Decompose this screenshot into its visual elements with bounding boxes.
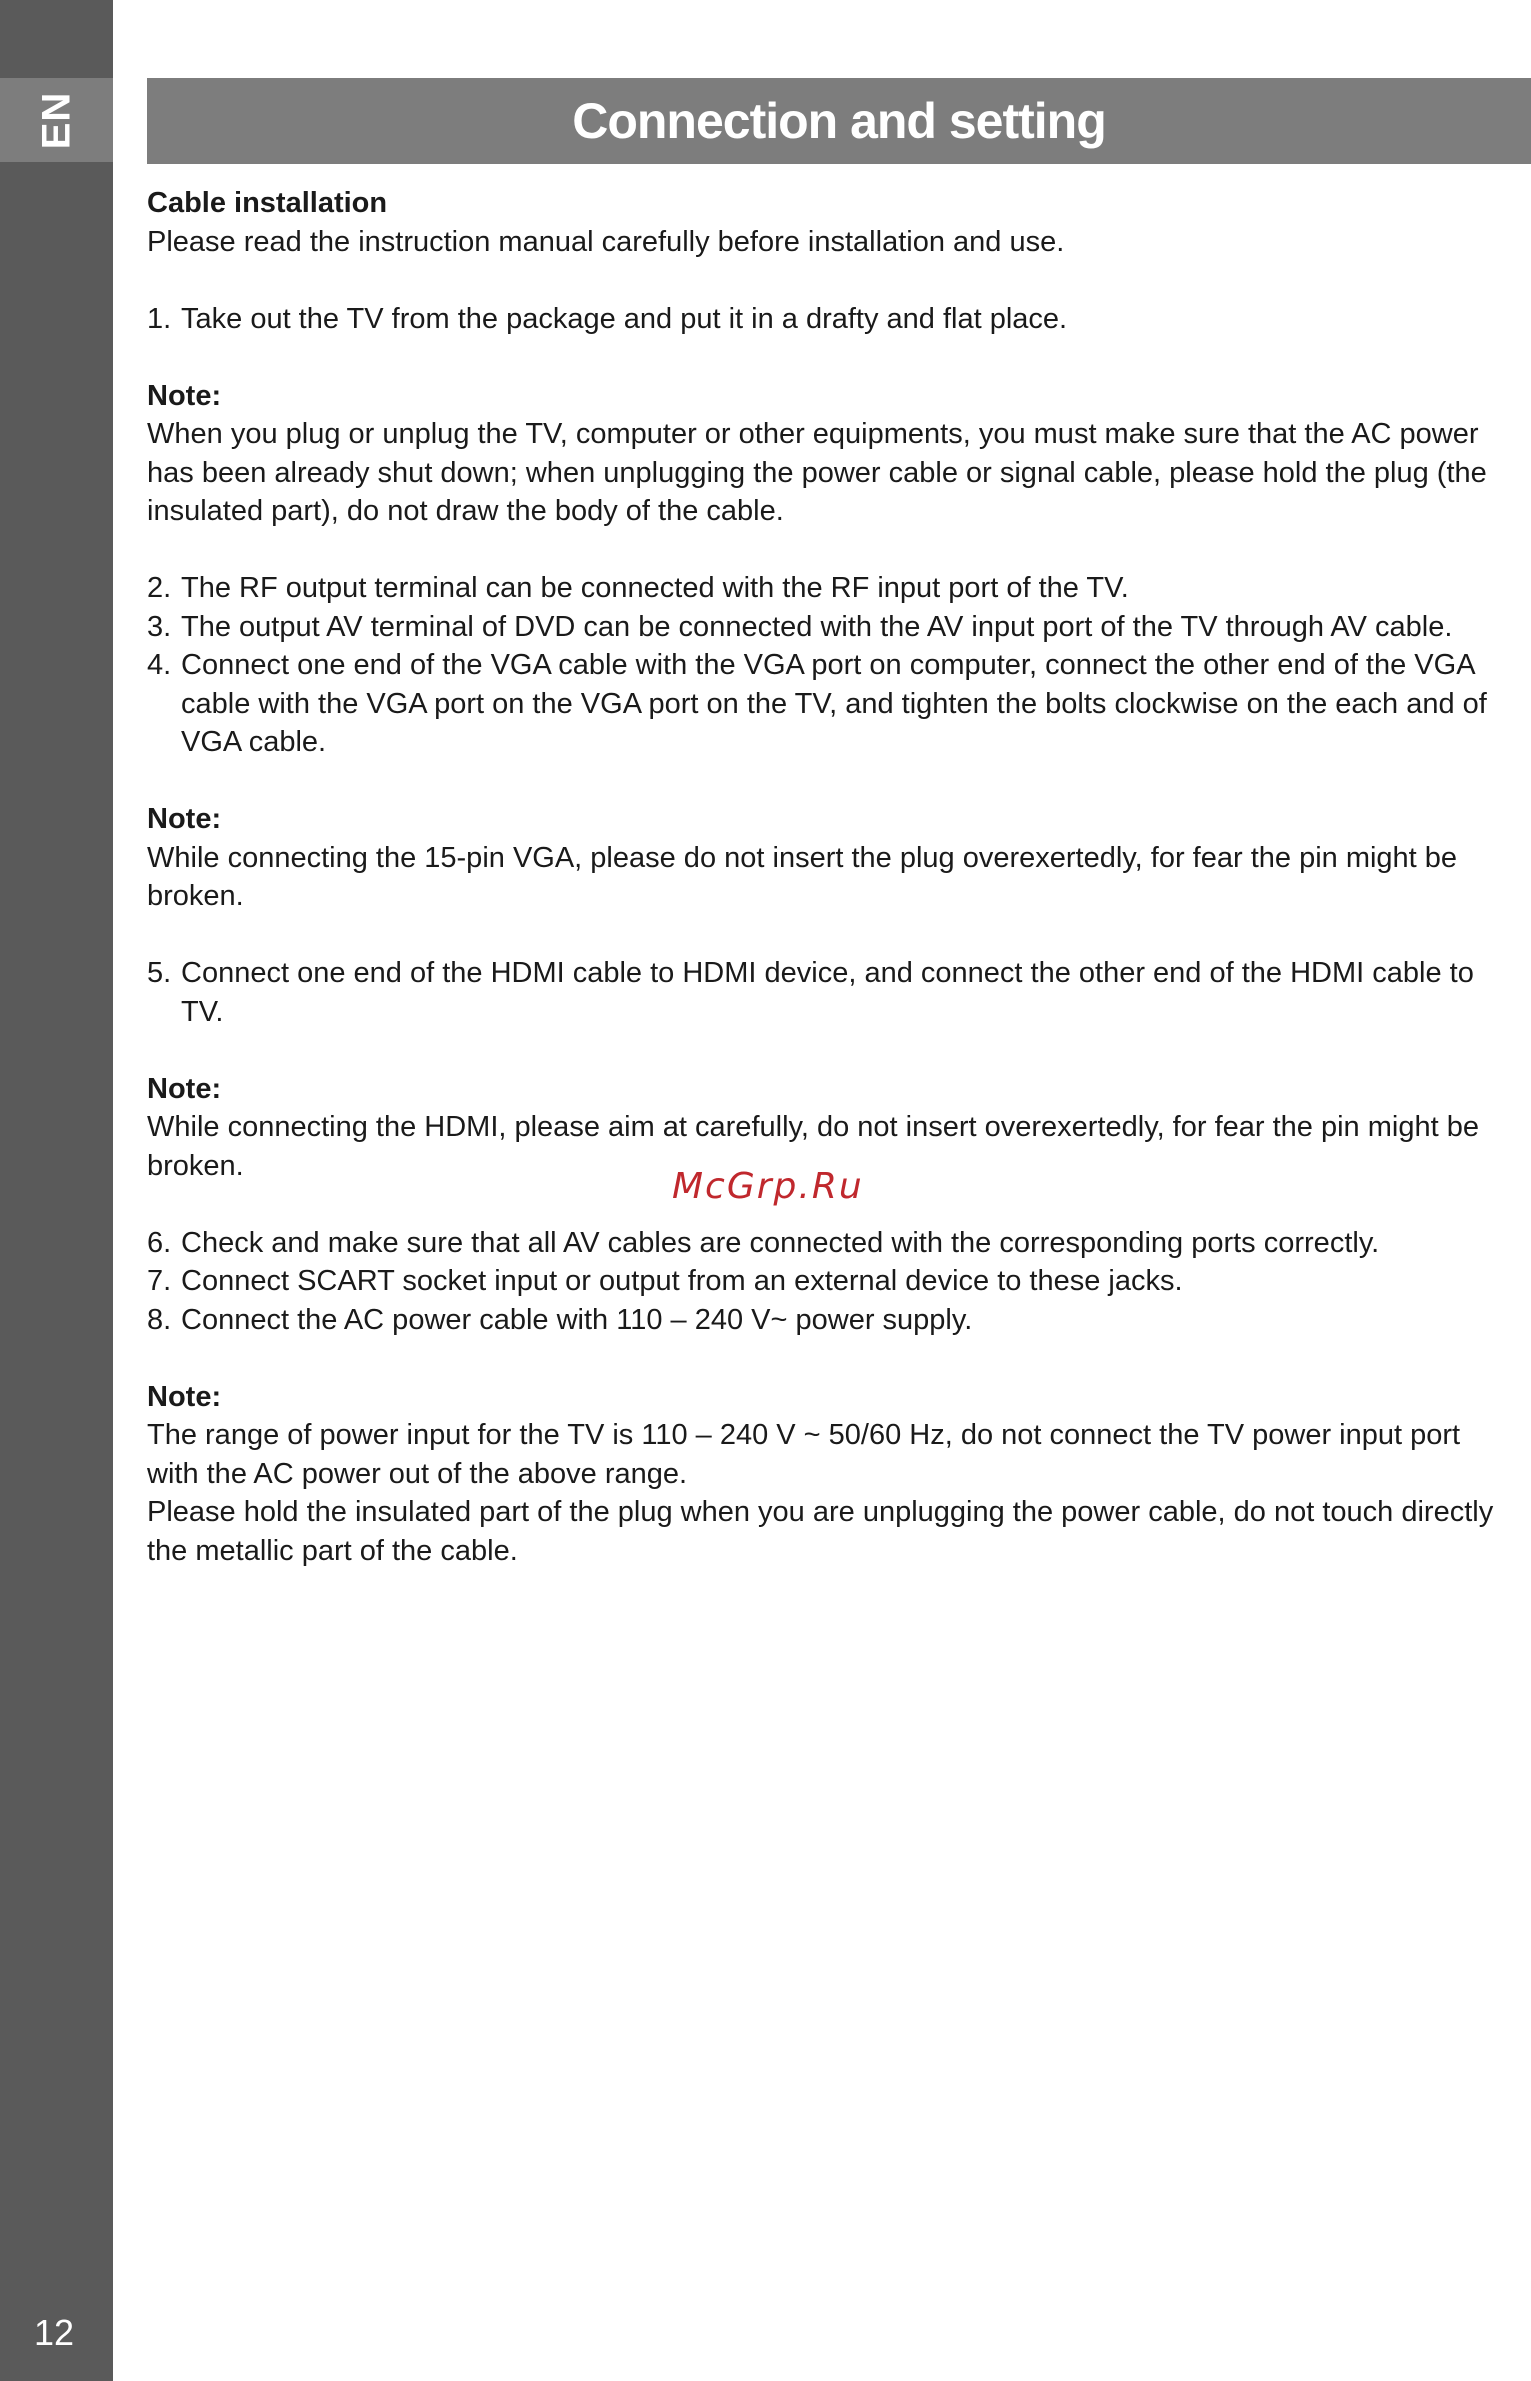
list-item-text: The RF output terminal can be connected with the RF input port of the TV. xyxy=(181,572,1129,604)
spacer xyxy=(147,338,1519,377)
list-item-text: The output AV terminal of DVD can be connected with the AV input port of the TV through AV cable. xyxy=(181,610,1453,643)
note-label: Note: xyxy=(147,803,222,835)
note-label: Note: xyxy=(147,1380,222,1413)
list-item xyxy=(147,569,1519,608)
spacer xyxy=(147,261,1519,300)
note-text-continued: Please hold the insulated part of the plug when you are unplugging the power cable, do not touch directly the metallic part of the cable. xyxy=(147,1496,1494,1567)
spacer xyxy=(147,916,1519,955)
list-item xyxy=(147,1301,1519,1340)
list-item-number: 1. xyxy=(147,302,172,335)
list-item-number: 8. xyxy=(147,1303,172,1336)
list-item xyxy=(147,954,1519,1031)
note-text: The range of power input for the TV is 110 – 240 V ~ 50/60 Hz, do not connect the TV power input port with the AC power out of the above range. xyxy=(147,1419,1461,1490)
list-item-number: 4. xyxy=(147,649,172,681)
spacer xyxy=(147,531,1519,570)
list-item-text: Take out the TV from the package and put it in a drafty and flat place. xyxy=(181,302,1068,335)
list-item-number: 2. xyxy=(147,572,172,604)
sidebar xyxy=(0,0,113,2381)
section-heading: Cable installation xyxy=(147,187,388,219)
list-item-number: 5. xyxy=(147,957,172,989)
list-item xyxy=(147,1224,1519,1263)
language-tab xyxy=(0,78,113,162)
list-item-text: Check and make sure that all AV cables are connected with the corresponding ports correctly. xyxy=(181,1226,1380,1259)
page-number: 12 xyxy=(34,2312,75,2353)
list-item xyxy=(147,608,1519,647)
language-label: EN xyxy=(33,91,78,149)
page-title: Connection and setting xyxy=(572,93,1106,149)
spacer xyxy=(147,1031,1519,1070)
list-item xyxy=(147,646,1519,762)
spacer xyxy=(147,1339,1519,1378)
note-text: When you plug or unplug the TV, computer or other equipments, you must make sure that the AC power has been already shut down; when unplugging the power cable or signal cable, please hold the plug (the insulated part), do not draw the body of the cable. xyxy=(147,418,1487,527)
list-item-number: 3. xyxy=(147,610,172,643)
list-item-text: Connect one end of the HDMI cable to HDMI device, and connect the other end of the HDMI cable to TV. xyxy=(181,957,1474,1028)
list-item-number: 7. xyxy=(147,1265,172,1297)
list-item-text: Connect SCART socket input or output from an external device to these jacks. xyxy=(181,1265,1183,1297)
note-text: While connecting the 15-pin VGA, please do not insert the plug overexertedly, for fear the pin might be broken. xyxy=(147,841,1458,912)
list-item xyxy=(147,300,1519,339)
section-intro: Please read the instruction manual carefully before installation and use. xyxy=(147,225,1065,258)
note-text: While connecting the HDMI, please aim at carefully, do not insert overexertedly, for fear the pin might be broken. xyxy=(147,1111,1479,1182)
list-item-text: Connect one end of the VGA cable with the VGA port on computer, connect the other end of the VGA cable with the VGA port on the VGA port on the TV, and tighten the bolts clockwise on the each and of VGA cable. xyxy=(181,649,1487,758)
note-label: Note: xyxy=(147,379,222,412)
note-label: Note: xyxy=(147,1072,222,1105)
content xyxy=(147,184,1519,1570)
header-bar xyxy=(147,78,1531,164)
list-item-number: 6. xyxy=(147,1226,172,1259)
spacer xyxy=(147,762,1519,801)
list-item-text: Connect the AC power cable with 110 – 240 V~ power supply. xyxy=(181,1303,973,1336)
list-item xyxy=(147,1262,1519,1301)
watermark: McGrp.Ru xyxy=(672,1166,864,1207)
